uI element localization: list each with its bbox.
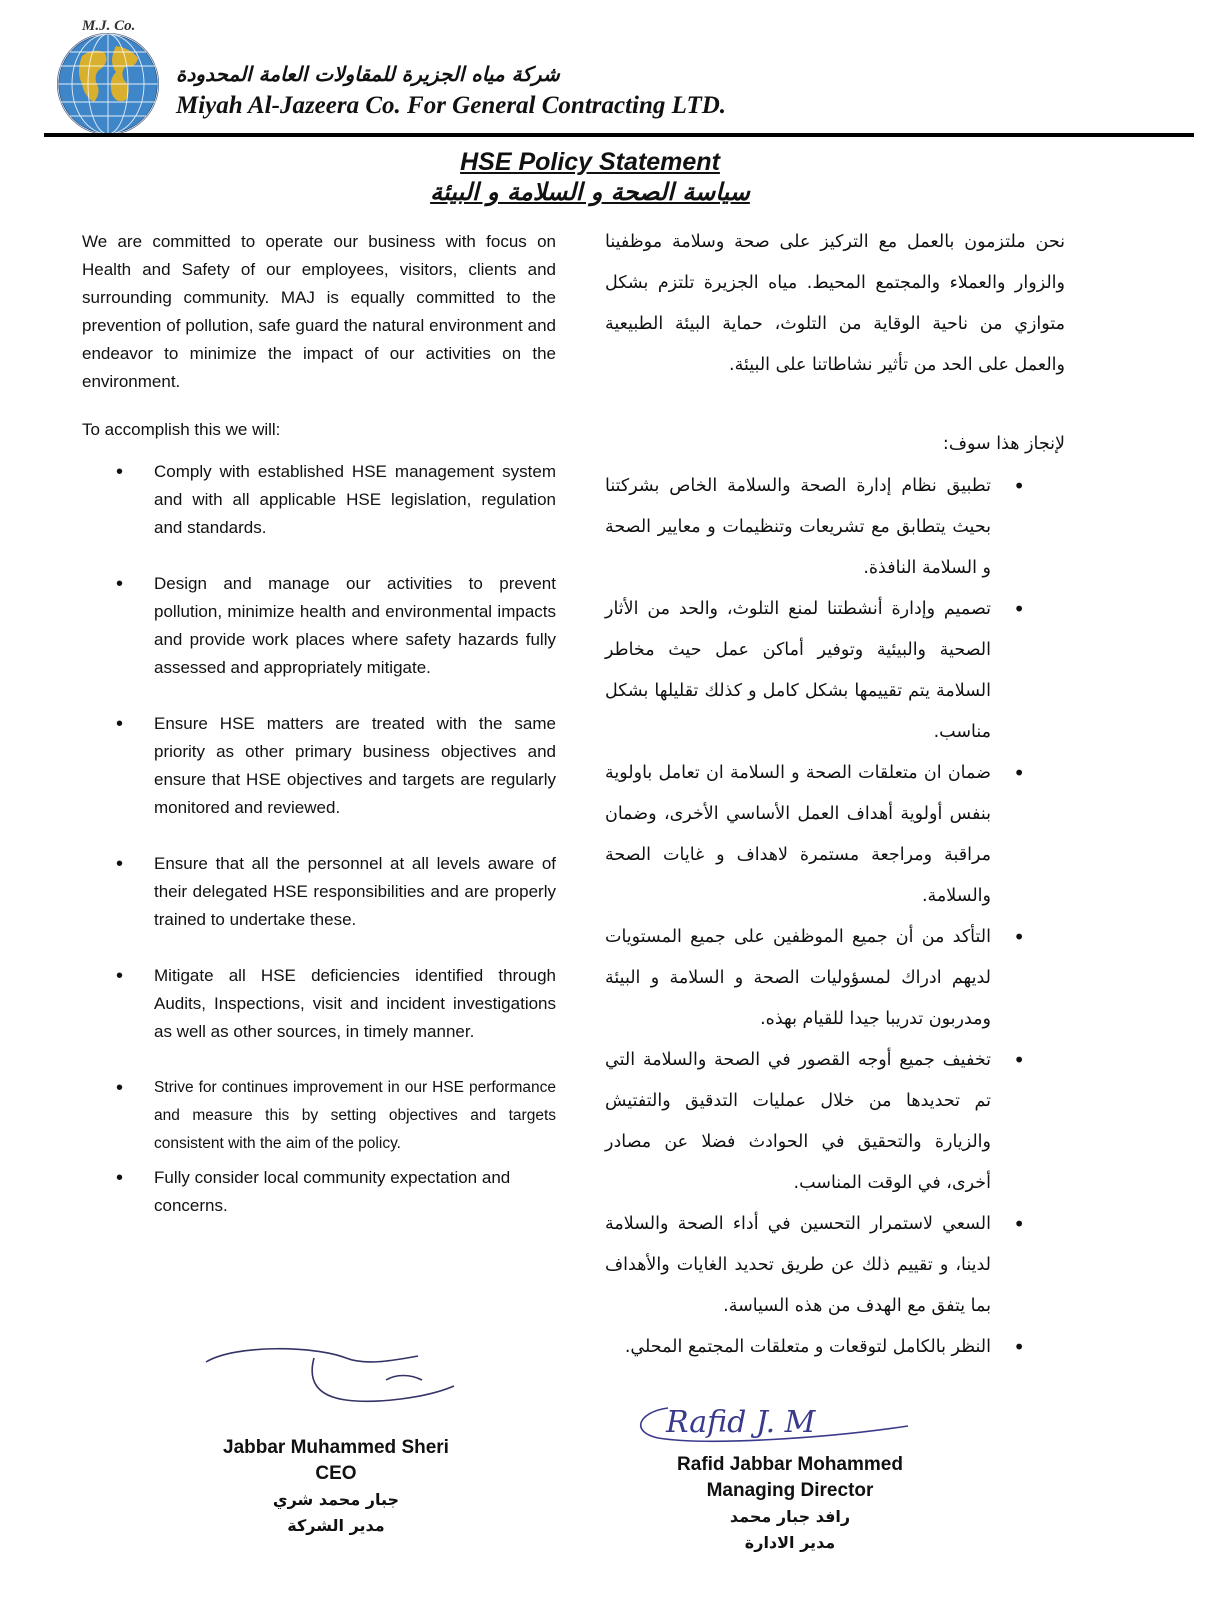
english-column <box>82 228 556 1220</box>
managing-director-name-arabic: رافد جبار محمد <box>729 1507 851 1526</box>
managing-director-role-arabic: مدير الادارة <box>744 1533 836 1552</box>
english-bullet: • Strive for continues improvement in our HSE performance and measure this by setting objectives and targets consistent with the aim of the policy. <box>82 1074 556 1158</box>
arabic-bullet: • تصميم وإدارة أنشطتنا لمنع التلوث، والحد من الأثار الصحية والبيئية وتوفير أماكن عمل حيث مخاطر السلامة يتم تقييمها بشكل كامل و كذلك تقليلها بشكل مناسب. <box>605 589 1065 753</box>
header-divider <box>44 133 1194 137</box>
arabic-bullet-list <box>605 466 1065 1368</box>
ceo-signature-block <box>196 1435 476 1539</box>
managing-director-signature-block <box>660 1452 920 1556</box>
arabic-intro: نحن ملتزمون بالعمل مع التركيز على صحة وسلامة موظفينا والزوار والعملاء والمجتمع المحيط. مياه الجزيرة تلتزم بشكل متوازي من ناحية الوقاية من التلوث، حماية البيئة الطبيعية والعمل على الحد من تأثير نشاطاتنا على البيئة. <box>605 232 1065 375</box>
company-logo-globe <box>52 16 170 138</box>
english-bullet: • Comply with established HSE management system and with all applicable HSE legislation, regulation and standards. <box>82 458 556 542</box>
managing-director-signature <box>628 1398 918 1446</box>
english-bullet-list <box>82 458 556 1220</box>
arabic-bullet: • ضمان ان متعلقات الصحة و السلامة ان تعامل باولوية بنفس أولوية أهداف العمل الأساسي الأخرى، وضمان مراقبة ومراجعة مستمرة لاهداف و غايات الصحة والسلامة. <box>605 753 1065 917</box>
arabic-lead: لإنجاز هذا سوف: <box>942 434 1065 454</box>
ceo-signature <box>196 1340 466 1406</box>
managing-director-signature-text: Rafid J. M <box>666 1405 816 1440</box>
title-arabic: سياسة الصحة و السلامة و البيئة <box>430 178 750 206</box>
ceo-role-arabic: مدير الشركة <box>287 1516 385 1535</box>
ceo-role: CEO <box>315 1463 357 1484</box>
english-bullet: • Fully consider local community expectation and concerns. <box>82 1164 556 1220</box>
english-bullet: • Ensure that all the personnel at all levels aware of their delegated HSE responsibilities and are properly trained to undertake these. <box>82 850 556 934</box>
managing-director-role: Managing Director <box>706 1480 874 1501</box>
company-name-arabic: شركة مياه الجزيرة للمقاولات العامة المحدودة <box>176 62 560 86</box>
english-intro: We are committed to operate our business with focus on Health and Safety of our employees, visitors, clients and surrounding community. MAJ is equally committed to the prevention of pollution, safe guard the natural environment and endeavor to minimize the impact of our activities on the environment. <box>82 232 556 391</box>
arabic-bullet: • تطبيق نظام إدارة الصحة والسلامة الخاص بشركتنا بحيث يتطابق مع تشريعات وتنظيمات و معايير الصحة و السلامة النافذة. <box>605 466 1065 589</box>
arabic-column <box>605 222 1065 1368</box>
ceo-name: Jabbar Muhammed Sheri <box>223 1437 449 1458</box>
english-bullet: • Mitigate all HSE deficiencies identified through Audits, Inspections, visit and incident investigations as well as other sources, in timely manner. <box>82 962 556 1046</box>
english-bullet: • Ensure HSE matters are treated with the same priority as other primary business objectives and ensure that HSE objectives and targets are regularly monitored and reviewed. <box>82 710 556 822</box>
arabic-bullet: • التأكد من أن جميع الموظفين على جميع المستويات لديهم ادراك لمسؤوليات الصحة و السلامة و البيئة ومدربون تدريبا جيدا للقيام بهذه. <box>605 917 1065 1040</box>
arabic-bullet: • تخفيف جميع أوجه القصور في الصحة والسلامة التي تم تحديدها من خلال عمليات التدقيق والتفتيش والزيارة والتحقيق في الحوادث فضلا عن مصادر أخرى، في الوقت المناسب. <box>605 1040 1065 1204</box>
ceo-name-arabic: جبار محمد شري <box>272 1490 400 1509</box>
logo-label: M.J. Co. <box>82 18 136 34</box>
arabic-bullet: • السعي لاستمرار التحسين في أداء الصحة والسلامة لدينا، و تقييم ذلك عن طريق تحديد الغايات والأهداف بما يتفق مع الهدف من هذه السياسة. <box>605 1204 1065 1327</box>
english-lead: To accomplish this we will: <box>82 420 281 439</box>
company-name-english: Miyah Al-Jazeera Co. For General Contracting LTD. <box>176 92 727 119</box>
arabic-bullet: • النظر بالكامل لتوقعات و متعلقات المجتمع المحلي. <box>605 1327 1065 1368</box>
english-bullet: • Design and manage our activities to prevent pollution, minimize health and environmental impacts and provide work places where safety hazards fully assessed and appropriately mitigate. <box>82 570 556 682</box>
title-english: HSE Policy Statement <box>460 148 720 176</box>
managing-director-name: Rafid Jabbar Mohammed <box>677 1454 903 1475</box>
